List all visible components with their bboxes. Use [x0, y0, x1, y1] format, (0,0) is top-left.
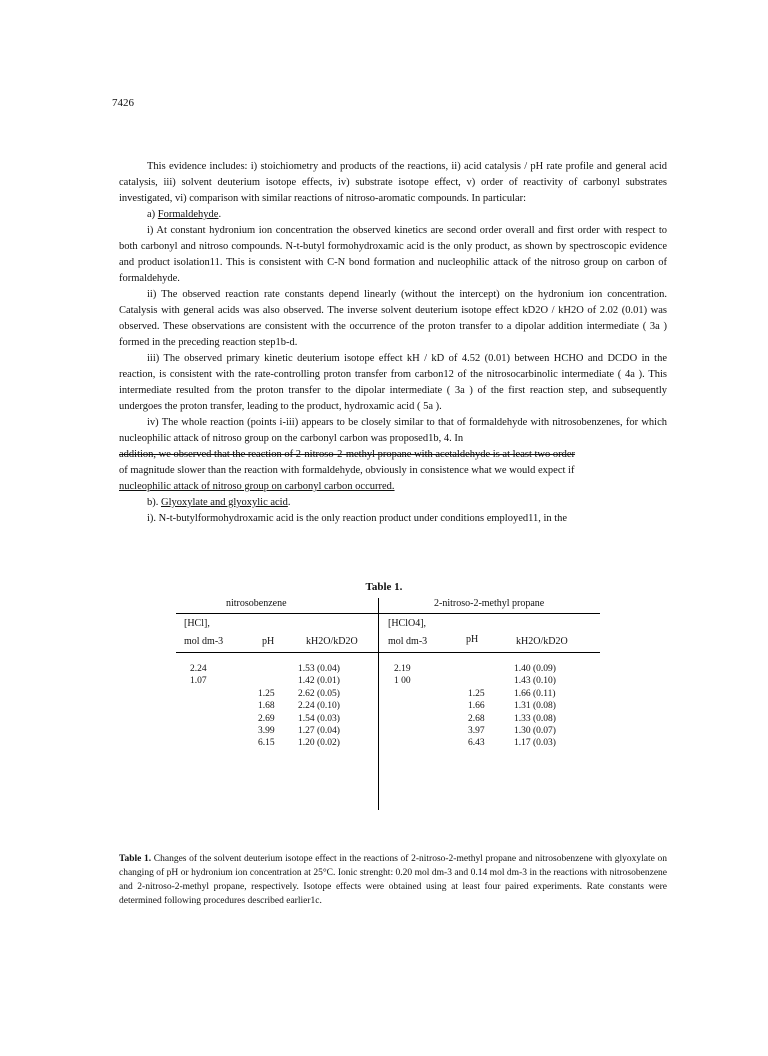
left-group-header: nitrosobenzene	[226, 598, 287, 609]
section-a-label: a)	[147, 209, 156, 220]
table-cell-ph: 3.97	[468, 726, 485, 736]
table-cell-k: 2.24 (0.10)	[298, 701, 340, 712]
left-ph-header: pH	[262, 636, 275, 647]
section-a-paragraph-4: iv) The whole reaction (points i-iii) appears to be closely similar to that of formaldehyde with nitrosobenzenes, for which nucleophilic attack of nitroso group on the carbonyl carbon was proposed1b, 4. In	[119, 417, 667, 444]
section-a-paragraph-4-line-4: nucleophilic attack of nitroso group on carbonyl carbon occurred.	[119, 481, 395, 492]
section-a-heading: a) Formaldehyde.	[147, 209, 222, 220]
table-cell-k: 1.17 (0.03)	[514, 738, 556, 749]
right-ph-header: pH	[466, 634, 479, 645]
section-b-heading: b). Glyoxylate and glyoxylic acid.	[147, 497, 291, 508]
left-conc-unit: mol dm-3	[184, 636, 224, 647]
table-cell-ph: 2.69	[258, 713, 275, 724]
table-cell-k: 1.43 (0.10)	[514, 676, 556, 687]
table-cell-k: 1.30 (0.07)	[514, 726, 556, 736]
table-cell-k: 2.62 (0.05)	[298, 688, 340, 699]
table-cell-k: 1.54 (0.03)	[298, 713, 340, 724]
table-cell-ph: 1.68	[258, 701, 275, 712]
right-conc-header: [HClO4],	[388, 618, 427, 629]
table-cell-k: 1.20 (0.02)	[298, 738, 340, 749]
table-divider	[378, 598, 379, 810]
section-b-label: b).	[147, 497, 159, 508]
table-cell-ph: 2.68	[468, 713, 485, 724]
right-group-header: 2-nitroso-2-methyl propane	[434, 598, 545, 609]
left-conc-header: [HCl],	[184, 618, 210, 629]
table-cell-ph: 3.99	[258, 726, 275, 736]
section-b-title: Glyoxylate and glyoxylic acid	[161, 497, 288, 508]
left-kie-header: kH2O/kD2O	[306, 636, 358, 647]
table-cell-conc: 1 00	[394, 676, 411, 687]
section-a-paragraph-1: i) At constant hydronium ion concentration the observed kinetics are second order overall and first order with respect to both carbonyl and nitroso compounds. N-t-butyl formohydroxamic acid is the only product, as shown by spectroscopic evidence and product isolation11. This is consistent with C-N bond formation and nucleophilic attack of the nitroso group on carbon of formaldehyde.	[119, 225, 667, 284]
table-cell-k: 1.31 (0.08)	[514, 701, 556, 712]
table-cell-ph: 1.25	[468, 688, 485, 699]
table-cell-conc: 1.07	[190, 676, 207, 687]
table-top-rule	[176, 613, 600, 614]
section-a-title: Formaldehyde	[157, 209, 219, 220]
section-a-paragraph-4-line-2: addition, we observed that the reaction of 2-nitroso-2-methyl propane with acetaldehyde is at least two order	[119, 449, 576, 460]
table-cell-ph: 1.25	[258, 688, 275, 699]
table-cell-conc: 2.19	[394, 664, 411, 674]
table-cell-k: 1.66 (0.11)	[514, 688, 556, 699]
body-text	[119, 159, 667, 527]
section-b-paragraph-1: i). N-t-butylformohydroxamic acid is the only reaction product under conditions employed11, in the	[147, 513, 568, 524]
table-cell-conc: 2.24	[190, 664, 207, 674]
table-cell-ph: 6.43	[468, 738, 485, 749]
table-title: Table 1.	[365, 581, 403, 593]
table-cell-ph: 6.15	[258, 738, 275, 749]
table-cell-k: 1.53 (0.04)	[298, 664, 340, 674]
right-kie-header: kH2O/kD2O	[516, 636, 568, 647]
intro-paragraph: This evidence includes: i) stoichiometry and products of the reactions, ii) acid catalysis / pH rate profile and general acid catalysis, iii) solvent deuterium isotope effects, iv) substrate isotope effect, v) order of reactivity of carbonyl substrates investigated, vi) comparison with similar reactions of nitroso-aromatic compounds. In particular:	[119, 161, 667, 204]
table-cell-k: 1.40 (0.09)	[514, 664, 556, 674]
table-caption	[119, 852, 667, 908]
section-a-paragraph-2: ii) The observed reaction rate constants depend linearly (without the intercept) on the hydronium ion concentration. Catalysis with general acids was also observed. The inverse solvent deuterium isotope effect kD2O / kH2O of 2.02 (0.01) was observed. These observations are consistent with the occurrence of the proton transfer to a dipolar addition intermediate ( 3a ) formed in the preceding reaction step1b-d.	[119, 289, 667, 348]
caption-label: Table 1.	[119, 854, 152, 864]
table-cell-ph: 1.66	[468, 701, 485, 712]
section-a-paragraph-3: iii) The observed primary kinetic deuterium isotope effect kH / kD of 4.52 (0.01) between HCHO and DCDO in the reaction, is consistent with the rate-controlling proton transfer from carbon12 of the nitrosocarbinolic intermediate ( 4a ). This intermediate resulted from the proton transfer to the dipolar intermediate ( 3a ) of the first reaction step, and subsequently undergoes the proton transfer, leading to the product, hydroxamic acid ( 5a ).	[119, 353, 667, 412]
section-a-paragraph-4-line-3: of magnitude slower than the reaction with formaldehyde, obviously in consistence what we would expect if	[119, 465, 575, 476]
caption-text: Changes of the solvent deuterium isotope effect in the reactions of 2-nitroso-2-methyl propane and nitrosobenzene with glyoxylate on changing of pH or hydronium ion concentration at 25°C. Ionic strenght: 0.20 mol dm-3 and 0.14 mol dm-3 in the reactions with nitrosobenzene and 2-nitroso-2-methyl propane, respectively. Isotope effects were obtained using at least four paired experiments. Rate constants were determined following procedures described earlier1c.	[119, 854, 667, 906]
page-number: 7426	[112, 97, 134, 109]
right-conc-unit: mol dm-3	[388, 636, 428, 647]
table-cell-k: 1.42 (0.01)	[298, 676, 340, 687]
table-cell-k: 1.33 (0.08)	[514, 713, 556, 724]
table-header-rule	[176, 652, 600, 653]
table-cell-k: 1.27 (0.04)	[298, 726, 340, 736]
